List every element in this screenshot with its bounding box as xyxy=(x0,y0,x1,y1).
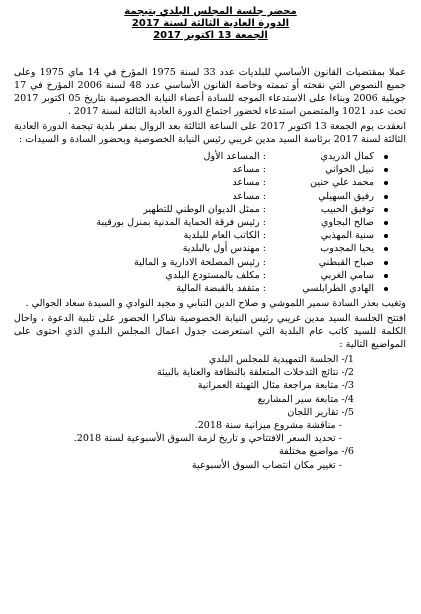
attendee-list xyxy=(14,150,406,295)
agenda-item: 3/- متابعة مراجعة مثال التهيئة العمرانية xyxy=(197,380,354,392)
attendee-item xyxy=(14,176,406,189)
attendee-name: سنية المهذبي xyxy=(320,230,374,242)
attendee-role: : متقفد بالقبضة المالية xyxy=(176,282,266,294)
attendee-role: : مساعد xyxy=(232,190,266,202)
attendee-item xyxy=(14,256,406,269)
attendee-role: : الكاتب العام للبلدية xyxy=(183,230,266,242)
attendee-item xyxy=(14,150,406,163)
attendee-name: كمال الدريدي xyxy=(320,151,374,162)
agenda-item: - مناقشة مشروع ميزانية سنة 2018. xyxy=(194,420,342,431)
agenda-item: 4/- متابعة سير المشاريع xyxy=(257,393,354,405)
agenda-item: 1/- الجلسة التمهيدية للمجلس البلدي xyxy=(208,354,354,366)
attendee-role: : مساعد xyxy=(232,177,266,189)
attendee-name: صالح البجاوي xyxy=(321,216,374,228)
attendee-role: : المساعد الأول xyxy=(203,151,266,162)
attendee-item xyxy=(14,163,406,176)
attendee-item xyxy=(14,229,406,242)
attendee-role: : ممثل الديوان الوطني للتطهير xyxy=(143,203,266,215)
paragraph-legal-basis: عملا بمقتضيات القانون الأساسي للبلديات عدد 33 لسنة 1975 المؤرخ في 14 ماي 1975 وعلى جميع النصوص التي نقحته أو تممته وخاصة القانون الأساسي عدد 48 لسنة 2006 المؤرخ في 17 جويلية 2006 وبناءا على الاستدعاء الموجه للسادة أعضاء النيابة الخصوصية بتاريخ 05 اكتوبر 2017 تحت عدد 1021 والمتضمن استدعاء لحضور اجتماع الدورة العادية الثالثة لسنة 2017 . xyxy=(14,67,406,117)
agenda-item: 2/- نتائج التدخلات المتعلقة بالنظافة والعناية بالبيئة xyxy=(156,367,354,379)
attendee-name: محمد علي حنين xyxy=(310,177,374,189)
attendee-name: سامي الغربي xyxy=(320,269,374,281)
agenda-item: - تحديد السعر الافتتاحي و تاريخ لزمة السوق الأسبوعية لسنة 2018. xyxy=(73,433,342,445)
attendee-role: : مهندس أول بالبلدية xyxy=(182,243,266,255)
agenda-item: 6/- مواضيع مختلفة xyxy=(279,446,354,458)
attendee-name: رفيق السهيلي xyxy=(318,190,374,202)
agenda-item: 5/- تقارير اللجان xyxy=(287,406,354,418)
attendee-role: : رئيس فرقة الحماية المدنية بمنزل بورقيبة xyxy=(96,216,266,228)
attendee-name: يحيا المجدوب xyxy=(320,243,374,255)
header-session: الدورة العادية الثالثة لسنة 2017 xyxy=(131,18,290,29)
document-body xyxy=(14,66,406,472)
paragraph-absences: وتغيب بعذر السادة سمير اللموشي و صلاح الدين التبابي و مجيد النوادي و السيدة سعاد الجوالي . xyxy=(25,298,406,310)
attendee-item xyxy=(14,282,406,295)
paragraph-session-opening: انعقدت يوم الجمعة 13 اكتوبر 2017 على الساعة الثالثة بعد الزوال بمقر بلدية تيجمة الدورة العادية الثالثة لسنة 2017 برئاسة السيد مدين غريبي رئيس النيابة الخصوصية وبحضور السادة و السيدات : xyxy=(14,121,406,145)
header-title: محضر جلسة المجلس البلدي بتيجمة xyxy=(124,6,297,17)
attendee-name: توفيق الحبيب xyxy=(320,203,374,215)
document-header xyxy=(0,6,421,42)
attendee-role: : رئيس المصلحة الادارية و المالية xyxy=(133,256,266,268)
attendee-name: صباح القبطني xyxy=(318,256,374,268)
agenda-list xyxy=(14,353,406,472)
attendee-item xyxy=(14,242,406,255)
attendee-name: نبيل الجواني xyxy=(325,164,374,176)
header-date: الجمعة 13 اكتوبر 2017 xyxy=(153,30,268,41)
attendee-item xyxy=(14,203,406,216)
attendee-item xyxy=(14,216,406,229)
attendee-role: : مكلف بالمستودع البلدي xyxy=(165,269,266,281)
attendee-item xyxy=(14,190,406,203)
attendee-name: الهادي الطرابلسي xyxy=(302,282,374,294)
attendee-role: : مساعد xyxy=(232,164,266,176)
agenda-item: - تغيير مكان انتصاب السوق الأسبوعية xyxy=(191,459,342,471)
attendee-item xyxy=(14,269,406,282)
paragraph-agenda-intro: افتتح الجلسة السيد مدين غريبي رئيس النيابة الخصوصية شاكرا الحضور على تلبية الدعوة ، واحال الكلمة للسيد كاتب عام البلدية التي استعرضت جدول اعمال المجلس البلدي الذي احتوى على المواضيع التالية : xyxy=(14,313,406,351)
